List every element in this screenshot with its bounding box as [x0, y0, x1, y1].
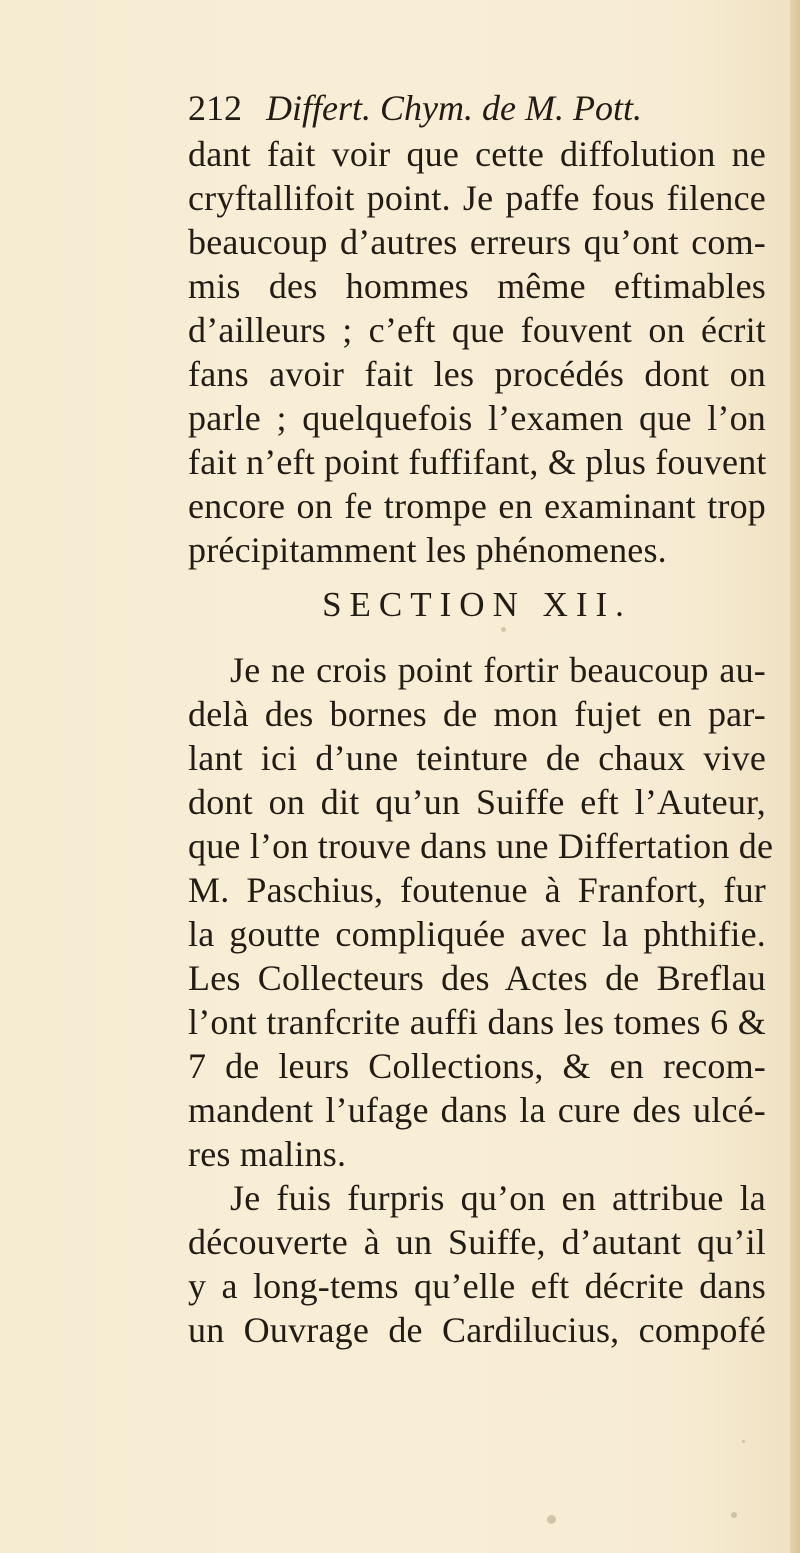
- text-line: un Ouvrage de Cardilucius, compofé: [188, 1310, 766, 1350]
- text-line: mandent l’ufage dans la cure des ulcé-: [188, 1090, 766, 1130]
- text-line: découverte à un Suiffe, d’autant qu’il: [188, 1222, 766, 1262]
- text-line: lant ici d’une teinture de chaux vive: [188, 738, 766, 778]
- text-line: cryftallifoit point. Je paffe fous filence: [188, 178, 766, 218]
- text-line: 7 de leurs Collections, & en recom-: [188, 1046, 766, 1086]
- text-line: la goutte compliquée avec la phthifie.: [188, 914, 766, 954]
- text-line: parle ; quelquefois l’examen que l’on: [188, 398, 766, 438]
- text-line: précipitamment les phénomenes.: [188, 530, 667, 570]
- text-line: delà des bornes de mon fujet en par-: [188, 694, 766, 734]
- text-line: fans avoir fait les procédés dont on: [188, 354, 766, 394]
- text-line: d’ailleurs ; c’eft que fouvent on écrit: [188, 310, 766, 350]
- paper-speck: [501, 627, 506, 632]
- text-line: Je fuis furpris qu’on en attribue la: [230, 1178, 766, 1218]
- text-line: Les Collecteurs des Actes de Breflau: [188, 958, 766, 998]
- text-line: res malins.: [188, 1134, 347, 1174]
- page-number: 212: [188, 88, 242, 128]
- text-line: M. Paschius, foutenue à Franfort, fur: [188, 870, 766, 910]
- running-title: Differt. Chym. de M. Pott.: [266, 88, 642, 128]
- text-line: mis des hommes même eftimables: [188, 266, 766, 306]
- text-line: que l’on trouve dans une Differtation de: [188, 826, 774, 866]
- text-line: beaucoup d’autres erreurs qu’ont com-: [188, 222, 766, 262]
- paper-speck: [547, 1515, 556, 1524]
- section-heading: SECTION XII.: [322, 585, 632, 624]
- page-edge: [790, 0, 800, 1553]
- paper-speck: [742, 1440, 745, 1443]
- text-line: dont on dit qu’un Suiffe eft l’Auteur,: [188, 782, 766, 822]
- text-line: fait n’eft point fuffifant, & plus fouvent: [188, 442, 767, 482]
- text-line: encore on fe trompe en examinant trop: [188, 486, 766, 526]
- text-line: dant fait voir que cette diffolution ne: [188, 134, 766, 174]
- text-line: y a long-tems qu’elle eft décrite dans: [188, 1266, 766, 1306]
- paper-speck: [731, 1512, 737, 1518]
- text-line: l’ont tranfcrite auffi dans les tomes 6 &: [188, 1002, 766, 1042]
- text-line: Je ne crois point fortir beaucoup au-: [230, 650, 766, 690]
- page-header: [188, 86, 766, 130]
